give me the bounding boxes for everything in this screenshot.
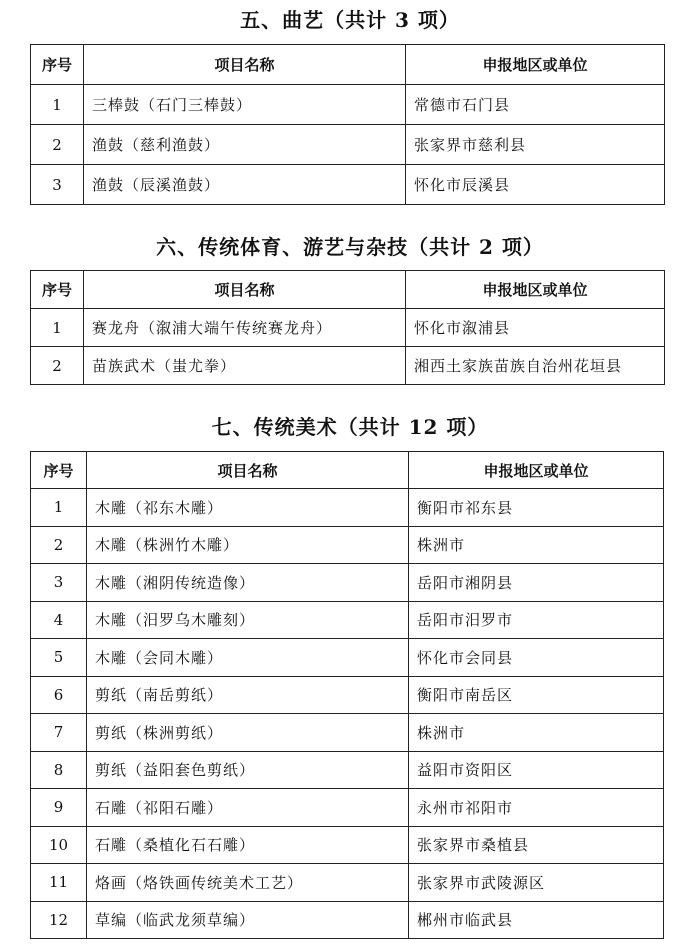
row-name: 木雕（株洲竹木雕） (87, 526, 409, 564)
row-name: 剪纸（益阳套色剪纸） (87, 751, 409, 789)
row-index: 9 (31, 789, 87, 827)
table-row (31, 676, 664, 714)
row-name: 剪纸（株洲剪纸） (87, 714, 409, 752)
row-region: 张家界市武陵源区 (409, 864, 664, 902)
section-title: 五、曲艺（共计 3 项） (240, 8, 460, 32)
row-region: 永州市祁阳市 (409, 789, 664, 827)
row-name: 三棒鼓（石门三棒鼓） (84, 85, 406, 125)
row-region: 张家界市慈利县 (406, 125, 665, 165)
row-region: 益阳市资阳区 (409, 751, 664, 789)
row-name: 木雕（湘阴传统造像） (87, 564, 409, 602)
header-name: 项目名称 (84, 271, 406, 309)
header-index: 序号 (31, 452, 87, 489)
table-row (31, 309, 665, 347)
row-name: 石雕（桑植化石石雕） (87, 826, 409, 864)
section-title: 七、传统美术（共计 12 项） (211, 415, 489, 439)
row-region: 衡阳市南岳区 (409, 676, 664, 714)
row-region: 怀化市会同县 (409, 639, 664, 677)
row-index: 5 (31, 639, 87, 677)
table-row (31, 714, 664, 752)
row-name: 剪纸（南岳剪纸） (87, 676, 409, 714)
row-region: 湘西土家族苗族自治州花垣县 (406, 347, 665, 385)
row-index: 3 (31, 165, 84, 205)
row-index: 7 (31, 714, 87, 752)
table-traditional-art (30, 451, 664, 939)
table-row (31, 639, 664, 677)
row-region: 怀化市溆浦县 (406, 309, 665, 347)
row-index: 2 (31, 526, 87, 564)
table-row (31, 826, 664, 864)
row-region: 衡阳市祁东县 (409, 489, 664, 527)
row-index: 2 (31, 347, 84, 385)
row-index: 11 (31, 864, 87, 902)
row-name: 草编（临武龙须草编） (87, 901, 409, 939)
row-name: 赛龙舟（溆浦大端午传统赛龙舟） (84, 309, 406, 347)
section-title: 六、传统体育、游艺与杂技（共计 2 项） (156, 235, 544, 259)
table-row (31, 165, 665, 205)
header-region: 申报地区或单位 (409, 452, 664, 489)
table-row (31, 347, 665, 385)
row-region: 张家界市桑植县 (409, 826, 664, 864)
row-index: 1 (31, 85, 84, 125)
row-region: 岳阳市汨罗市 (409, 601, 664, 639)
row-region: 怀化市辰溪县 (406, 165, 665, 205)
row-name: 石雕（祁阳石雕） (87, 789, 409, 827)
header-region: 申报地区或单位 (406, 45, 665, 85)
row-region: 岳阳市湘阴县 (409, 564, 664, 602)
row-index: 2 (31, 125, 84, 165)
table-quyi (30, 44, 665, 205)
table-row (31, 789, 664, 827)
table-row (31, 564, 664, 602)
row-name: 烙画（烙铁画传统美术工艺） (87, 864, 409, 902)
table-header-row (31, 271, 665, 309)
header-name: 项目名称 (84, 45, 406, 85)
row-index: 3 (31, 564, 87, 602)
row-region: 郴州市临武县 (409, 901, 664, 939)
header-index: 序号 (31, 271, 84, 309)
row-index: 4 (31, 601, 87, 639)
row-region: 株洲市 (409, 526, 664, 564)
row-index: 1 (31, 489, 87, 527)
row-name: 渔鼓（辰溪渔鼓） (84, 165, 406, 205)
row-index: 8 (31, 751, 87, 789)
table-row (31, 751, 664, 789)
row-name: 苗族武术（蚩尤拳） (84, 347, 406, 385)
header-index: 序号 (31, 45, 84, 85)
row-index: 12 (31, 901, 87, 939)
row-name: 木雕（汨罗乌木雕刻） (87, 601, 409, 639)
table-row (31, 901, 664, 939)
table-traditional-sports (30, 270, 665, 385)
row-name: 渔鼓（慈利渔鼓） (84, 125, 406, 165)
table-row (31, 864, 664, 902)
row-name: 木雕（会同木雕） (87, 639, 409, 677)
row-index: 6 (31, 676, 87, 714)
row-index: 10 (31, 826, 87, 864)
row-region: 株洲市 (409, 714, 664, 752)
table-header-row (31, 45, 665, 85)
header-name: 项目名称 (87, 452, 409, 489)
table-row (31, 85, 665, 125)
table-header-row (31, 452, 664, 489)
table-row (31, 489, 664, 527)
header-region: 申报地区或单位 (406, 271, 665, 309)
table-row (31, 125, 665, 165)
row-region: 常德市石门县 (406, 85, 665, 125)
table-row (31, 526, 664, 564)
row-name: 木雕（祁东木雕） (87, 489, 409, 527)
row-index: 1 (31, 309, 84, 347)
table-row (31, 601, 664, 639)
